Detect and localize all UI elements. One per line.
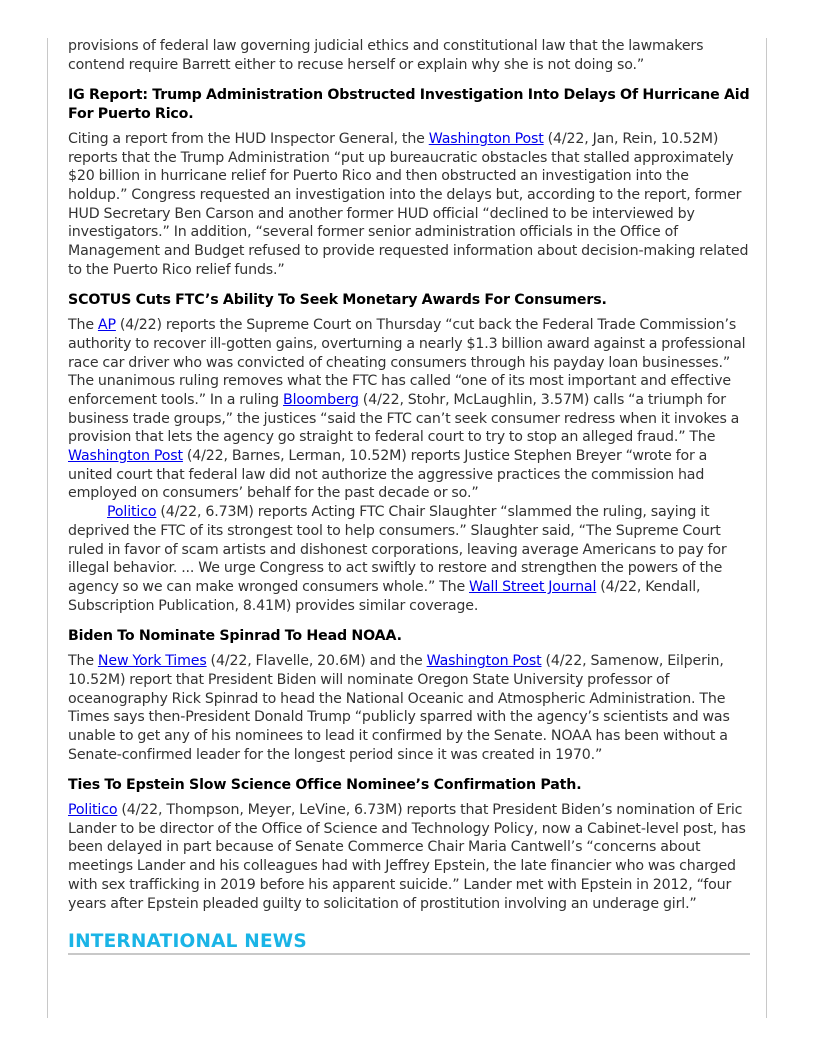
article-paragraph bbox=[68, 130, 750, 280]
article-paragraph bbox=[68, 316, 750, 503]
article-headline: Biden To Nominate Spinrad To Head NOAA. bbox=[68, 628, 402, 645]
section-title-international-news: INTERNATIONAL NEWS bbox=[68, 931, 750, 955]
text-run: Citing a report from the HUD Inspector General, the bbox=[68, 130, 429, 147]
text-run: (4/22, Thompson, Meyer, LeVine, 6.73M) reports that President Biden’s nomination of Eric Lander to be director of the Office of Science and Technology Policy, now a Cabinet-level post, has been delayed in part because of Senate Commerce Chair Maria Cantwell’s “concerns about meetings Lander and his colleagues had with Jeffrey Epstein, the late financier who was charged with sex trafficking in 2019 before his apparent suicide.” Lander met with Epstein in 2012, “four years after Epstein pleaded guilty to solicitation of prostitution involving an underage girl.” bbox=[68, 802, 746, 912]
article-headline: Ties To Epstein Slow Science Office Nominee’s Confirmation Path. bbox=[68, 777, 582, 794]
article-paragraph bbox=[68, 652, 750, 764]
source-link-washington-post[interactable]: Washington Post bbox=[426, 653, 542, 670]
article-headline: IG Report: Trump Administration Obstructed Investigation Into Delays Of Hurricane Aid For Puerto Rico. bbox=[68, 87, 750, 123]
source-link-ap[interactable]: AP bbox=[97, 317, 116, 334]
continued-paragraph: provisions of federal law governing judicial ethics and constitutional law that the lawmakers contend require Barrett either to recuse herself or explain why she is not doing so.” bbox=[68, 38, 704, 73]
text-run: (4/22, Barnes, Lerman, 10.52M) reports Justice Stephen Breyer “wrote for a united court that federal law did not authorize the aggressive practices the commission had employed on consumers’ behalf for the past decade or so.” bbox=[68, 448, 708, 502]
text-run: (4/22) reports the Supreme Court on Thursday “cut back the Federal Trade Commission’s authority to recover ill-gotten gains, overturning a nearly $1.3 billion award against a professional race car driver who was convicted of cheating consumers through his payday loan businesses.” The unanimous ruling removes what the FTC has called “one of its most important and effective enforcement tools.” In a ruling bbox=[68, 317, 746, 408]
article-paragraph bbox=[68, 801, 750, 913]
text-run: (4/22, 6.73M) reports Acting FTC Chair Slaughter “slammed the ruling, saying it deprived the FTC of its strongest tool to help consumers.” Slaughter said, “The Supreme Court ruled in favor of scam artists and dishonest corporations, leaving average Americans to pay for illegal behavior. ... We urge Congress to act swiftly to restore and strengthen the powers of the agency so we can make wronged consumers whole.” The bbox=[68, 504, 727, 595]
source-link-bloomberg[interactable]: Bloomberg bbox=[283, 391, 359, 408]
article-paragraph bbox=[68, 503, 750, 615]
article-spinrad-noaa bbox=[68, 627, 750, 764]
article-hud-ig-report bbox=[68, 86, 750, 279]
source-link-politico[interactable]: Politico bbox=[68, 802, 118, 819]
article-epstein-lander bbox=[68, 776, 750, 913]
source-link-wall-street-journal[interactable]: Wall Street Journal bbox=[469, 578, 597, 595]
text-run: (4/22, Stohr, McLaughlin, 3.57M) calls “a triumph for business trade groups,” the justices “said the FTC can’t seek consumer redress when it invokes a provision that lets the agency go straight to federal court to try to stop an alleged fraud.” The bbox=[68, 391, 740, 446]
source-link-politico[interactable]: Politico bbox=[107, 504, 157, 521]
text-run: (4/22, Kendall, Subscription Publication, 8.41M) provides similar coverage. bbox=[68, 578, 701, 614]
newsletter-content bbox=[68, 37, 750, 955]
text-run: (4/22, Flavelle, 20.6M) and the bbox=[206, 653, 427, 670]
article-headline: SCOTUS Cuts FTC’s Ability To Seek Monetary Awards For Consumers. bbox=[68, 292, 607, 309]
text-run: (4/22, Samenow, Eilperin, 10.52M) report that President Biden will nominate Oregon State University professor of oceanography Rick Spinrad to head the National Oceanic and Atmospheric Administration. The Times says then-President Donald Trump “publicly sparred with the agency’s scientists and was unable to get any of his nominees to lead it confirmed by the Senate. NOAA has been without a Senate-confirmed leader for the longest period since it was created in 1970.” bbox=[68, 653, 730, 763]
article-scotus-ftc bbox=[68, 291, 750, 615]
source-link-washington-post[interactable]: Washington Post bbox=[68, 448, 183, 465]
text-run: (4/22, Jan, Rein, 10.52M) reports that the Trump Administration “put up bureaucratic obstacles that stalled approximately $20 billion in hurricane relief for Puerto Rico and then obstructed an investigation into the holdup.” Congress requested an investigation into the delays but, according to the report, former HUD Secretary Ben Carson and another former HUD official “declined to be interviewed by investigators.” In addition, “several former senior administration officials in the Office of Management and Budget refused to provide requested information about decision-making related to the Puerto Rico relief funds.” bbox=[68, 130, 749, 278]
text-run: The bbox=[68, 653, 98, 670]
text-run: The bbox=[68, 317, 98, 334]
source-link-washington-post[interactable]: Washington Post bbox=[428, 130, 544, 147]
source-link-new-york-times[interactable]: New York Times bbox=[97, 653, 207, 670]
